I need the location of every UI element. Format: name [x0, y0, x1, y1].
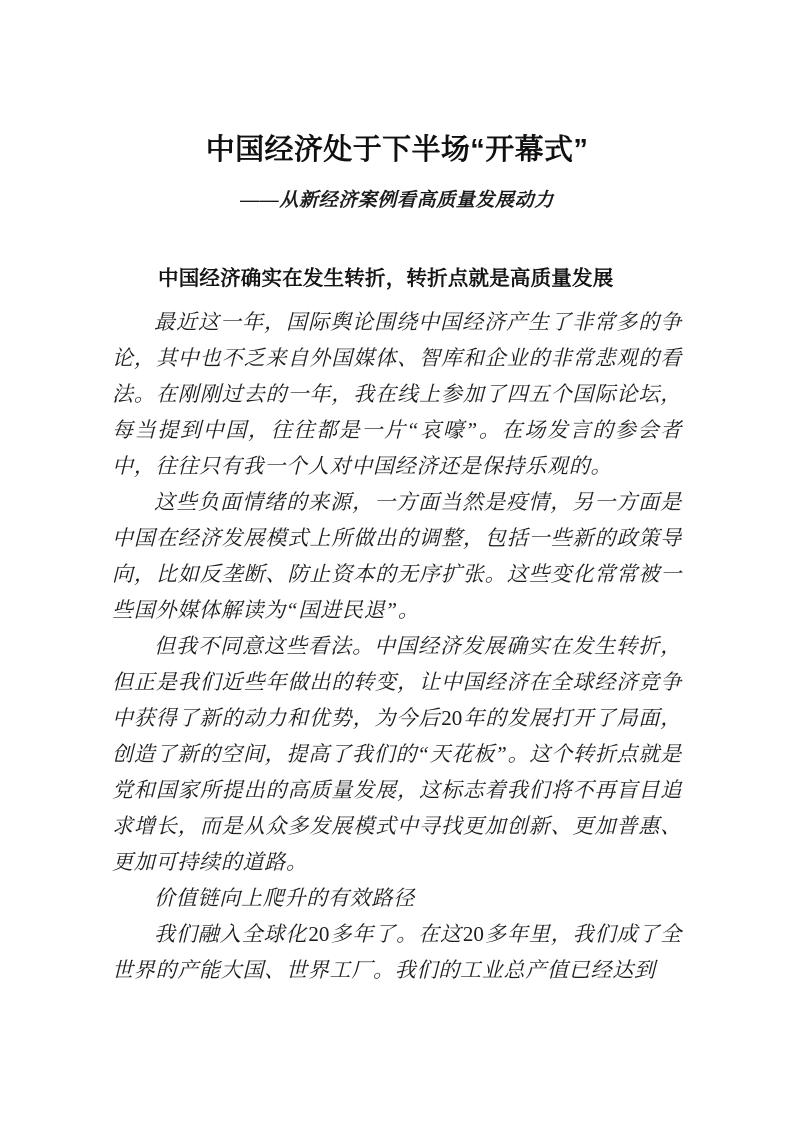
paragraph-text-segment: 但我不同意这些看法。中国经济发展确实在发生转折，但正是我们近些年做出的转变，让中国经济在全球经济竞争中获得了新的动力和优势，为今后 — [112, 634, 682, 730]
paragraph-text-segment: 多年了。在这 — [330, 922, 462, 946]
inline-number: 20 — [308, 922, 330, 946]
body-paragraph — [112, 628, 682, 880]
document-content-column — [112, 0, 682, 988]
section-heading: 中国经济确实在发生转折，转折点就是高质量发展 — [158, 267, 614, 290]
sub-heading: 价值链向上爬升的有效路径 — [154, 886, 415, 910]
inline-number: 20 — [441, 706, 463, 730]
body-paragraph: 这些负面情绪的来源，一方面当然是疫情，另一方面是中国在经济发展模式上所做出的调整，包括一些新的政策导向，比如反垄断、防止资本的无序扩张。这些变化常常被一些国外媒体解读为“国进民退”。 — [112, 490, 682, 622]
document-title: 中国经济处于下半场“开幕式” — [205, 134, 589, 166]
body-paragraph: 最近这一年，国际舆论围绕中国经济产生了非常多的争论，其中也不乏来自外国媒体、智库和企业的非常悲观的看法。在刚刚过去的一年，我在线上参加了四五个国际论坛，每当提到中国，往往都是一片“哀嚎”。在场发言的参会者中，往往只有我一个人对中国经济还是保持乐观的。 — [112, 310, 682, 478]
inline-number: 20 — [462, 922, 484, 946]
paragraph-text-segment: 年的发展打开了局面，创造了新的空间，提高了我们的“天花板”。这个转折点就是党和国家所提出的高质量发展，这标志着我们将不再盲目追求增长，而是从众多发展模式中寻找更加创新、更加普惠、更加可持续的道路。 — [112, 706, 683, 874]
paragraph-text-segment: 多年里，我们成了全世界的产能大国、世界工厂。我们的工业总产值已经达到 — [112, 922, 683, 982]
body-paragraph — [112, 916, 682, 988]
document-subtitle: ——从新经济案例看高质量发展动力 — [240, 190, 554, 211]
paragraph-text-segment: 我们融入全球化 — [154, 922, 308, 946]
